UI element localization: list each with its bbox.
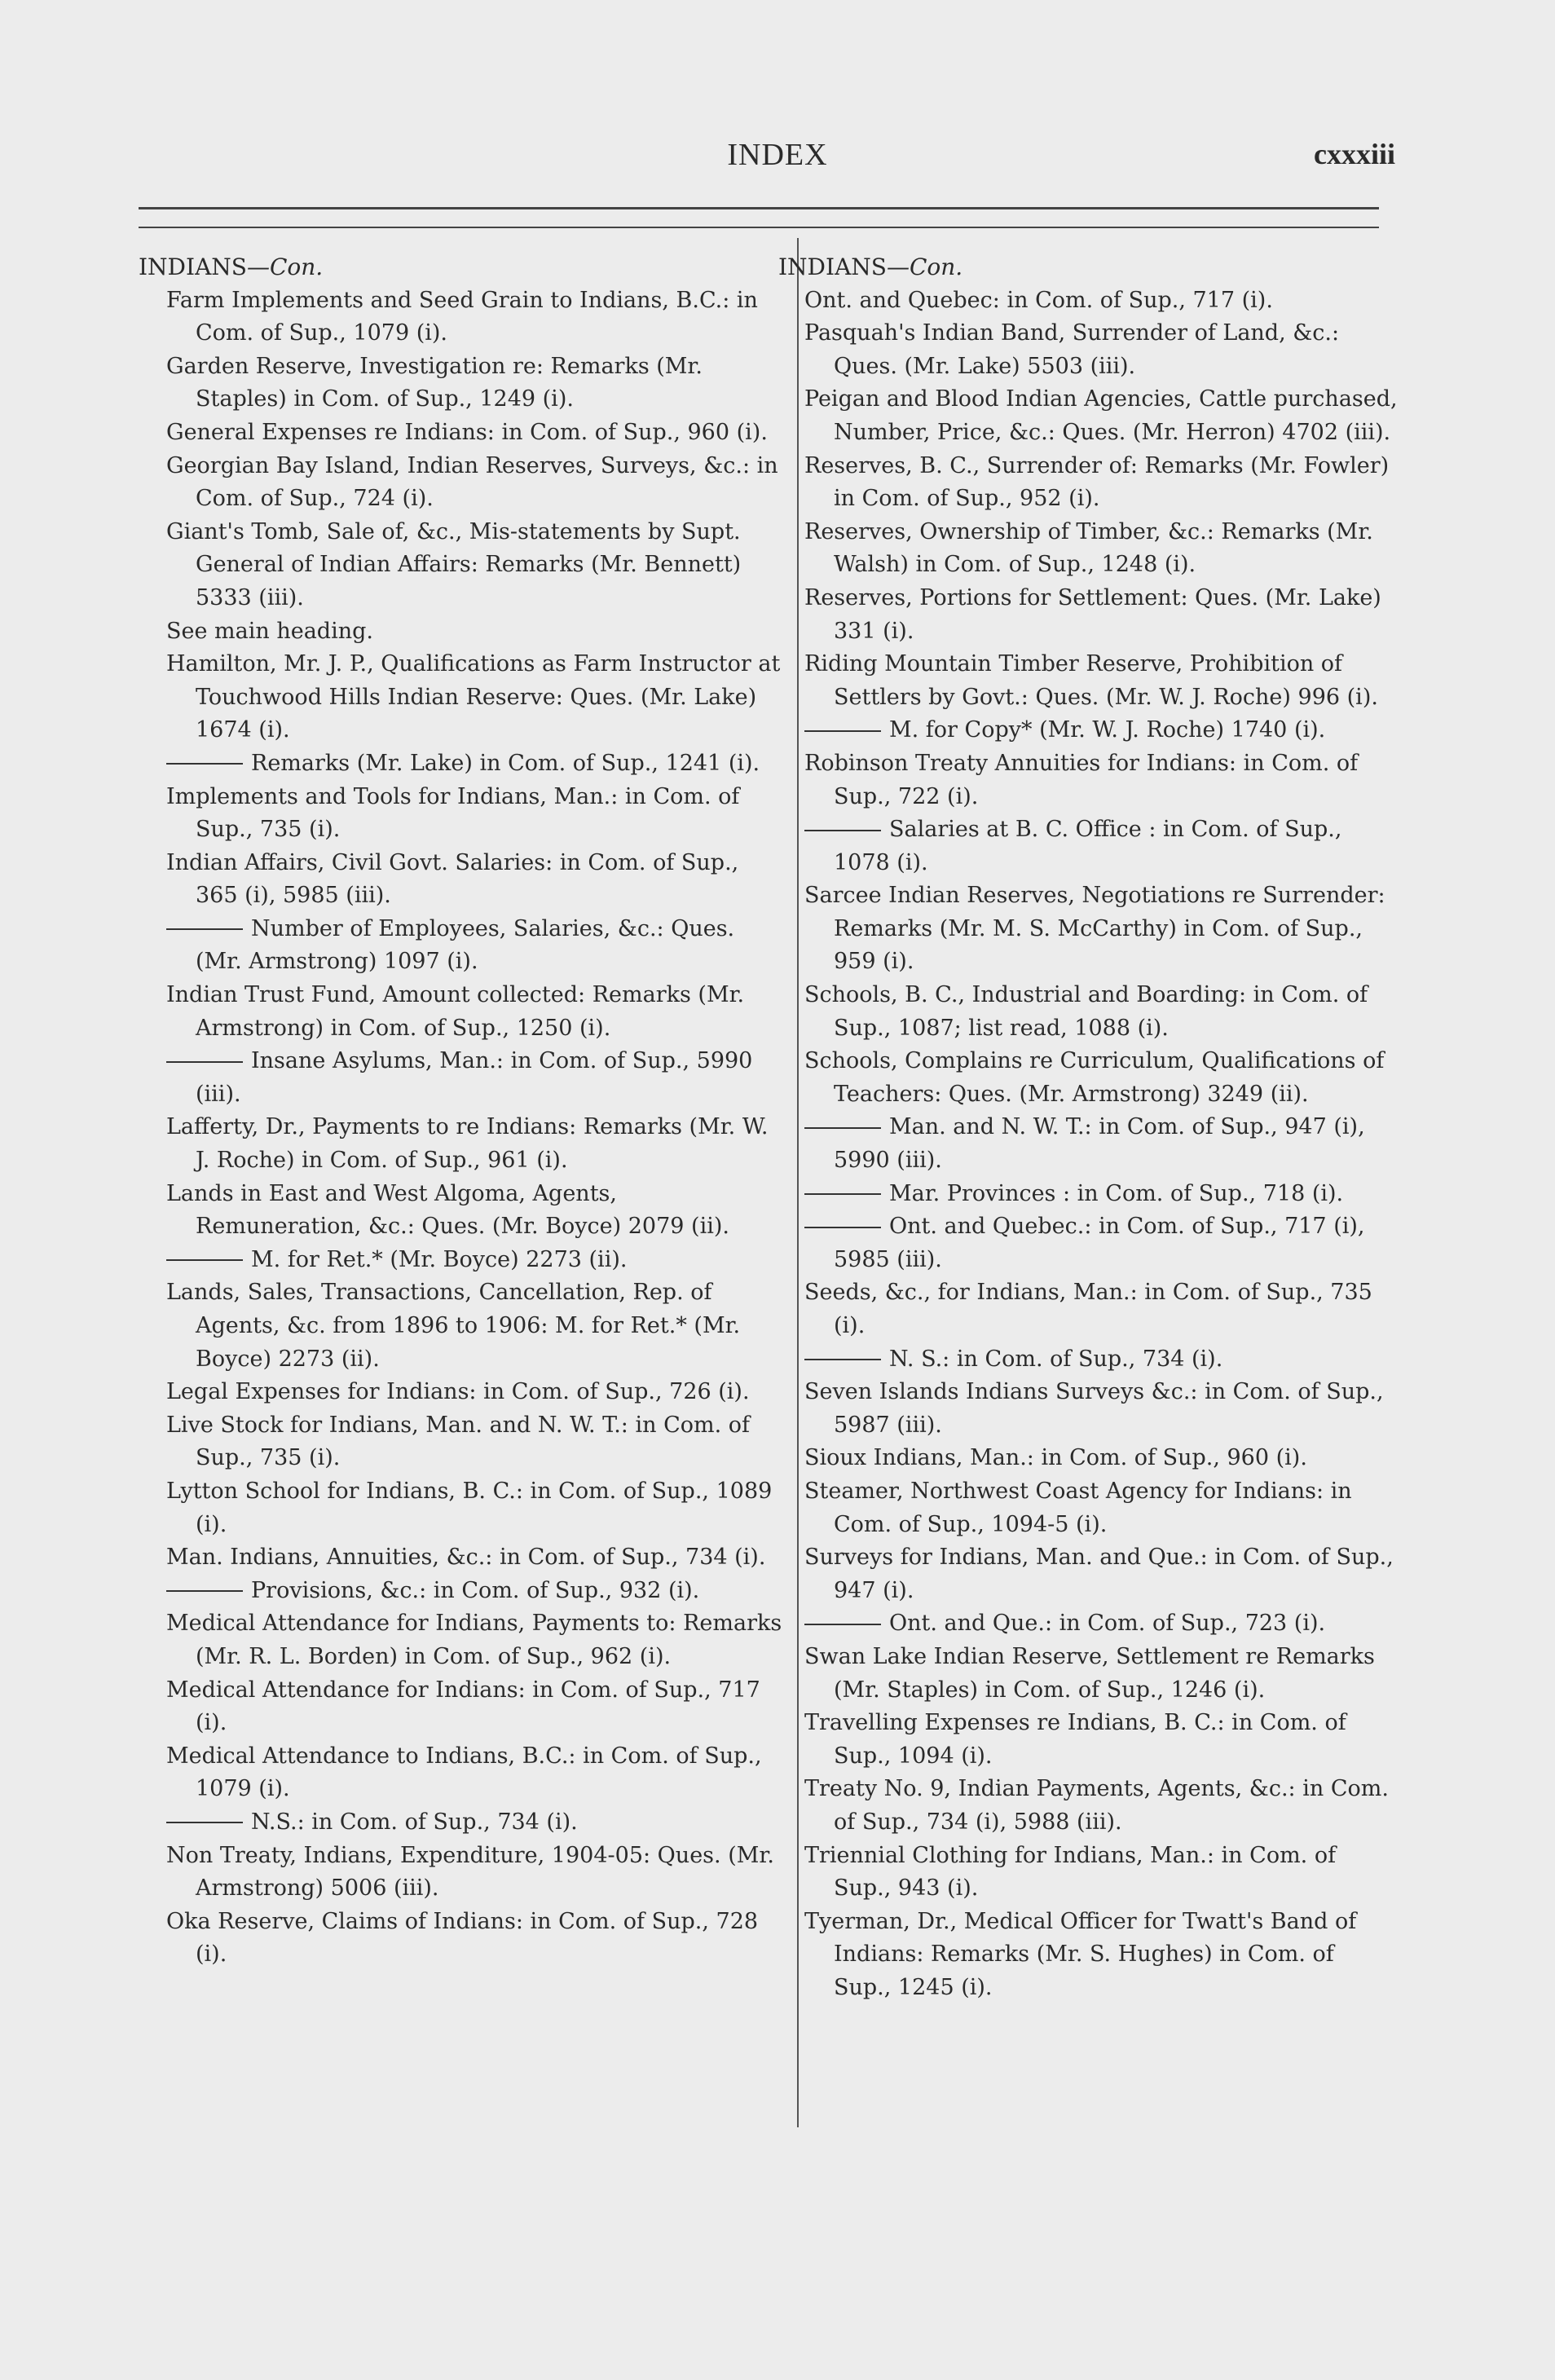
ditto-dash <box>166 1590 243 1592</box>
ditto-dash <box>804 1193 881 1195</box>
entry-text: Farm Implements and Seed Grain to Indians, B.C.: in Com. of Sup., 1079 (i). <box>166 287 758 346</box>
heading-text: INDIANS <box>139 253 247 280</box>
entry-text: Lands in East and West Algoma, Agents, Remuneration, &c.: Ques. (Mr. Boyce) 2079 (ii). <box>166 1180 729 1240</box>
entry-text: Lafferty, Dr., Payments to re Indians: Remarks (Mr. W. J. Roche) in Com. of Sup., 961 (i). <box>166 1114 769 1174</box>
ditto-dash <box>166 763 243 765</box>
index-entry <box>139 1607 782 1673</box>
ditto-dash <box>804 830 881 831</box>
index-entry <box>778 383 1398 449</box>
entry-text: Oka Reserve, Claims of Indians: in Com. of Sup., 728 (i). <box>166 1908 759 1968</box>
header-rule-bottom <box>139 227 1379 228</box>
ditto-dash <box>166 1061 243 1063</box>
entry-text: Giant's Tomb, Sale of, &c., Mis-statements by Supt. General of Indian Affairs: Remarks (Mr. Bennett) 5333 (iii). <box>166 518 742 610</box>
entry-text: Man. Indians, Annuities, &c.: in Com. of Sup., 734 (i). <box>166 1545 766 1571</box>
column-heading <box>778 251 1398 284</box>
entry-text: General Expenses re Indians: in Com. of Sup., 960 (i). <box>166 419 768 445</box>
index-entry <box>139 1906 782 1972</box>
entry-text: N. S.: in Com. of Sup., 734 (i). <box>889 1346 1223 1372</box>
ditto-dash <box>166 1259 243 1261</box>
entry-text: Medical Attendance to Indians, B.C.: in Com. of Sup., 1079 (i). <box>166 1743 762 1802</box>
entry-text: Triennial Clothing for Indians, Man.: in Com. of Sup., 943 (i). <box>804 1842 1337 1902</box>
index-entry <box>139 1674 782 1740</box>
entry-text: Georgian Bay Island, Indian Reserves, Surveys, &c.: in Com. of Sup., 724 (i). <box>166 452 778 512</box>
index-entry <box>139 913 782 979</box>
entry-text: M. for Ret.* (Mr. Boyce) 2273 (ii). <box>251 1246 628 1272</box>
entry-text: Medical Attendance for Indians: in Com. of Sup., 717 (i). <box>166 1677 760 1736</box>
entry-text: Indian Trust Fund, Amount collected: Remarks (Mr. Armstrong) in Com. of Sup., 1250 (i). <box>166 982 745 1041</box>
index-entry <box>139 350 782 416</box>
entry-text: Lytton School for Indians, B. C.: in Com. of Sup., 1089 (i). <box>166 1478 773 1537</box>
index-entry <box>778 1707 1398 1773</box>
right-entry-list <box>778 284 1398 2005</box>
index-entry <box>778 714 1398 747</box>
index-entry <box>778 516 1398 582</box>
index-entry <box>139 1178 782 1244</box>
index-entry <box>778 1773 1398 1839</box>
entry-text: Seeds, &c., for Indians, Man.: in Com. of Sup., 735 (i). <box>804 1280 1372 1338</box>
entry-text: Lands, Sales, Transactions, Cancellation, Rep. of Agents, &c. from 1896 to 1906: M. for Ret.* (Mr. Boyce) 2273 (ii). <box>166 1280 741 1372</box>
ditto-dash <box>804 1227 881 1228</box>
index-entry <box>139 615 782 649</box>
index-entry <box>139 1475 782 1541</box>
heading-text: INDIANS <box>778 253 887 280</box>
header-rule-top <box>139 207 1379 209</box>
index-entry <box>778 1178 1398 1211</box>
index-entry <box>778 747 1398 813</box>
index-entry <box>778 317 1398 383</box>
entry-text: Peigan and Blood Indian Agencies, Cattle purchased, Number, Price, &c.: Ques. (Mr. Herron) 4702 (iii). <box>804 386 1398 445</box>
index-entry <box>778 979 1398 1045</box>
entry-text: Sarcee Indian Reserves, Negotiations re Surrender: Remarks (Mr. M. S. McCarthy) in Com. of Sup., 959 (i). <box>804 883 1385 975</box>
entry-text: Non Treaty, Indians, Expenditure, 1904-05: Ques. (Mr. Armstrong) 5006 (iii). <box>166 1842 774 1902</box>
heading-suffix: —Con. <box>886 253 963 280</box>
index-entry <box>778 582 1398 648</box>
ditto-dash <box>804 1127 881 1129</box>
index-entry <box>139 516 782 615</box>
index-entry <box>139 979 782 1045</box>
index-entry <box>778 1276 1398 1342</box>
entry-text: Man. and N. W. T.: in Com. of Sup., 947 (i), 5990 (iii). <box>834 1114 1365 1174</box>
entry-text: Ont. and Quebec.: in Com. of Sup., 717 (i), 5985 (iii). <box>834 1214 1365 1272</box>
entry-text: Pasquah's Indian Band, Surrender of Land, &c.: Ques. (Mr. Lake) 5503 (iii). <box>804 320 1340 379</box>
index-entry <box>139 1376 782 1409</box>
index-entry <box>778 648 1398 714</box>
entry-text: Indian Affairs, Civil Govt. Salaries: in Com. of Sup., 365 (i), 5985 (iii). <box>166 849 739 909</box>
entry-text: Salaries at B. C. Office : in Com. of Sup., 1078 (i). <box>834 817 1342 875</box>
entry-text: Swan Lake Indian Reserve, Settlement re Remarks (Mr. Staples) in Com. of Sup., 1246 (i). <box>804 1643 1375 1703</box>
entry-text: Seven Islands Indians Surveys &c.: in Com. of Sup., 5987 (iii). <box>804 1379 1384 1438</box>
entry-text: Tyerman, Dr., Medical Officer for Twatt's Band of Indians: Remarks (Mr. S. Hughes) in Com. of Sup., 1245 (i). <box>804 1908 1357 2000</box>
entry-text: N.S.: in Com. of Sup., 734 (i). <box>251 1809 578 1835</box>
entry-text: Treaty No. 9, Indian Payments, Agents, &c.: in Com. of Sup., 734 (i), 5988 (iii). <box>804 1776 1389 1835</box>
index-entry <box>778 879 1398 979</box>
ditto-dash <box>166 1822 243 1823</box>
index-entry <box>778 1111 1398 1177</box>
heading-suffix: —Con. <box>246 253 324 280</box>
index-entry <box>778 1641 1398 1707</box>
ditto-dash <box>804 1359 881 1360</box>
index-entry <box>778 450 1398 516</box>
index-entry <box>778 1906 1398 2005</box>
entry-text: Number of Employees, Salaries, &c.: Ques. (Mr. Armstrong) 1097 (i). <box>196 915 735 975</box>
entry-text: Reserves, B. C., Surrender of: Remarks (Mr. Fowler) in Com. of Sup., 952 (i). <box>804 452 1390 512</box>
index-entry <box>778 1840 1398 1906</box>
entry-text: Medical Attendance for Indians, Payments to: Remarks (Mr. R. L. Borden) in Com. of Sup., 962 (i). <box>166 1611 782 1669</box>
ditto-dash <box>804 730 881 732</box>
entry-text: Schools, B. C., Industrial and Boarding: in Com. of Sup., 1087; list read, 1088 (i). <box>804 982 1368 1041</box>
entry-text: Ont. and Que.: in Com. of Sup., 723 (i). <box>889 1611 1326 1637</box>
index-entry <box>778 1045 1398 1111</box>
index-entry <box>139 1244 782 1277</box>
index-entry <box>778 1607 1398 1641</box>
page-title: INDEX <box>727 138 828 172</box>
index-entry <box>139 1276 782 1376</box>
entry-text: Surveys for Indians, Man. and Que.: in Com. of Sup., 947 (i). <box>804 1545 1394 1603</box>
entry-text: Ont. and Quebec: in Com. of Sup., 717 (i). <box>804 287 1273 313</box>
entry-text: Legal Expenses for Indians: in Com. of Sup., 726 (i). <box>166 1379 750 1405</box>
left-column <box>139 251 782 1972</box>
index-entry <box>778 813 1398 879</box>
entry-text: Hamilton, Mr. J. P., Qualifications as Farm Instructor at Touchwood Hills Indian Reserve: Ques. (Mr. Lake) 1674 (i). <box>166 651 781 743</box>
index-entry <box>778 1541 1398 1607</box>
entry-text: Live Stock for Indians, Man. and N. W. T.: in Com. of Sup., 735 (i). <box>166 1412 751 1471</box>
index-entry <box>139 1840 782 1906</box>
index-entry <box>778 1475 1398 1541</box>
entry-text: Robinson Treaty Annuities for Indians: in Com. of Sup., 722 (i). <box>804 750 1359 809</box>
index-entry <box>139 1740 782 1806</box>
ditto-dash <box>804 1624 881 1625</box>
entry-text: Mar. Provinces : in Com. of Sup., 718 (i). <box>889 1180 1344 1206</box>
index-entry <box>139 1541 782 1575</box>
index-entry <box>139 747 782 781</box>
entry-text: Implements and Tools for Indians, Man.: in Com. of Sup., 735 (i). <box>166 783 740 843</box>
entry-text: Riding Mountain Timber Reserve, Prohibition of Settlers by Govt.: Ques. (Mr. W. J. Roche) 996 (i). <box>804 651 1378 710</box>
entry-text: Remarks (Mr. Lake) in Com. of Sup., 1241 (i). <box>251 750 760 776</box>
page-number: cxxxiii <box>1314 138 1395 170</box>
index-entry <box>139 781 782 847</box>
entry-text: Garden Reserve, Investigation re: Remarks (Mr. Staples) in Com. of Sup., 1249 (i). <box>166 353 703 412</box>
index-entry <box>778 1442 1398 1475</box>
index-entry <box>139 1045 782 1111</box>
index-entry <box>778 1343 1398 1377</box>
index-entry <box>778 284 1398 318</box>
entry-text: Provisions, &c.: in Com. of Sup., 932 (i). <box>251 1577 700 1603</box>
index-entry <box>139 416 782 450</box>
index-entry <box>778 1376 1398 1442</box>
entry-text: Reserves, Ownership of Timber, &c.: Remarks (Mr. Walsh) in Com. of Sup., 1248 (i). <box>804 518 1373 578</box>
entry-text: See main heading. <box>166 618 373 644</box>
entry-text: M. for Copy* (Mr. W. J. Roche) 1740 (i). <box>889 717 1326 743</box>
index-entry <box>139 1575 782 1608</box>
index-entry <box>139 1806 782 1840</box>
index-entry <box>139 648 782 747</box>
index-entry <box>778 1210 1398 1276</box>
index-entry <box>139 1409 782 1475</box>
entry-text: Schools, Complains re Curriculum, Qualifications of Teachers: Ques. (Mr. Armstrong) 3249 (ii). <box>804 1048 1385 1107</box>
left-entry-list <box>139 284 782 1972</box>
entry-text: Sioux Indians, Man.: in Com. of Sup., 960 (i). <box>804 1445 1307 1471</box>
right-column <box>778 251 1398 2004</box>
entry-text: Travelling Expenses re Indians, B. C.: in Com. of Sup., 1094 (i). <box>804 1710 1346 1769</box>
entry-text: Reserves, Portions for Settlement: Ques. (Mr. Lake) 331 (i). <box>804 584 1381 644</box>
ditto-dash <box>166 928 243 930</box>
entry-text: Insane Asylums, Man.: in Com. of Sup., 5990 (iii). <box>196 1048 753 1107</box>
index-entry <box>139 1111 782 1177</box>
entry-text: Steamer, Northwest Coast Agency for Indians: in Com. of Sup., 1094-5 (i). <box>804 1478 1352 1537</box>
index-entry <box>139 450 782 516</box>
column-heading <box>139 251 782 284</box>
index-entry <box>139 847 782 913</box>
index-entry <box>139 284 782 350</box>
